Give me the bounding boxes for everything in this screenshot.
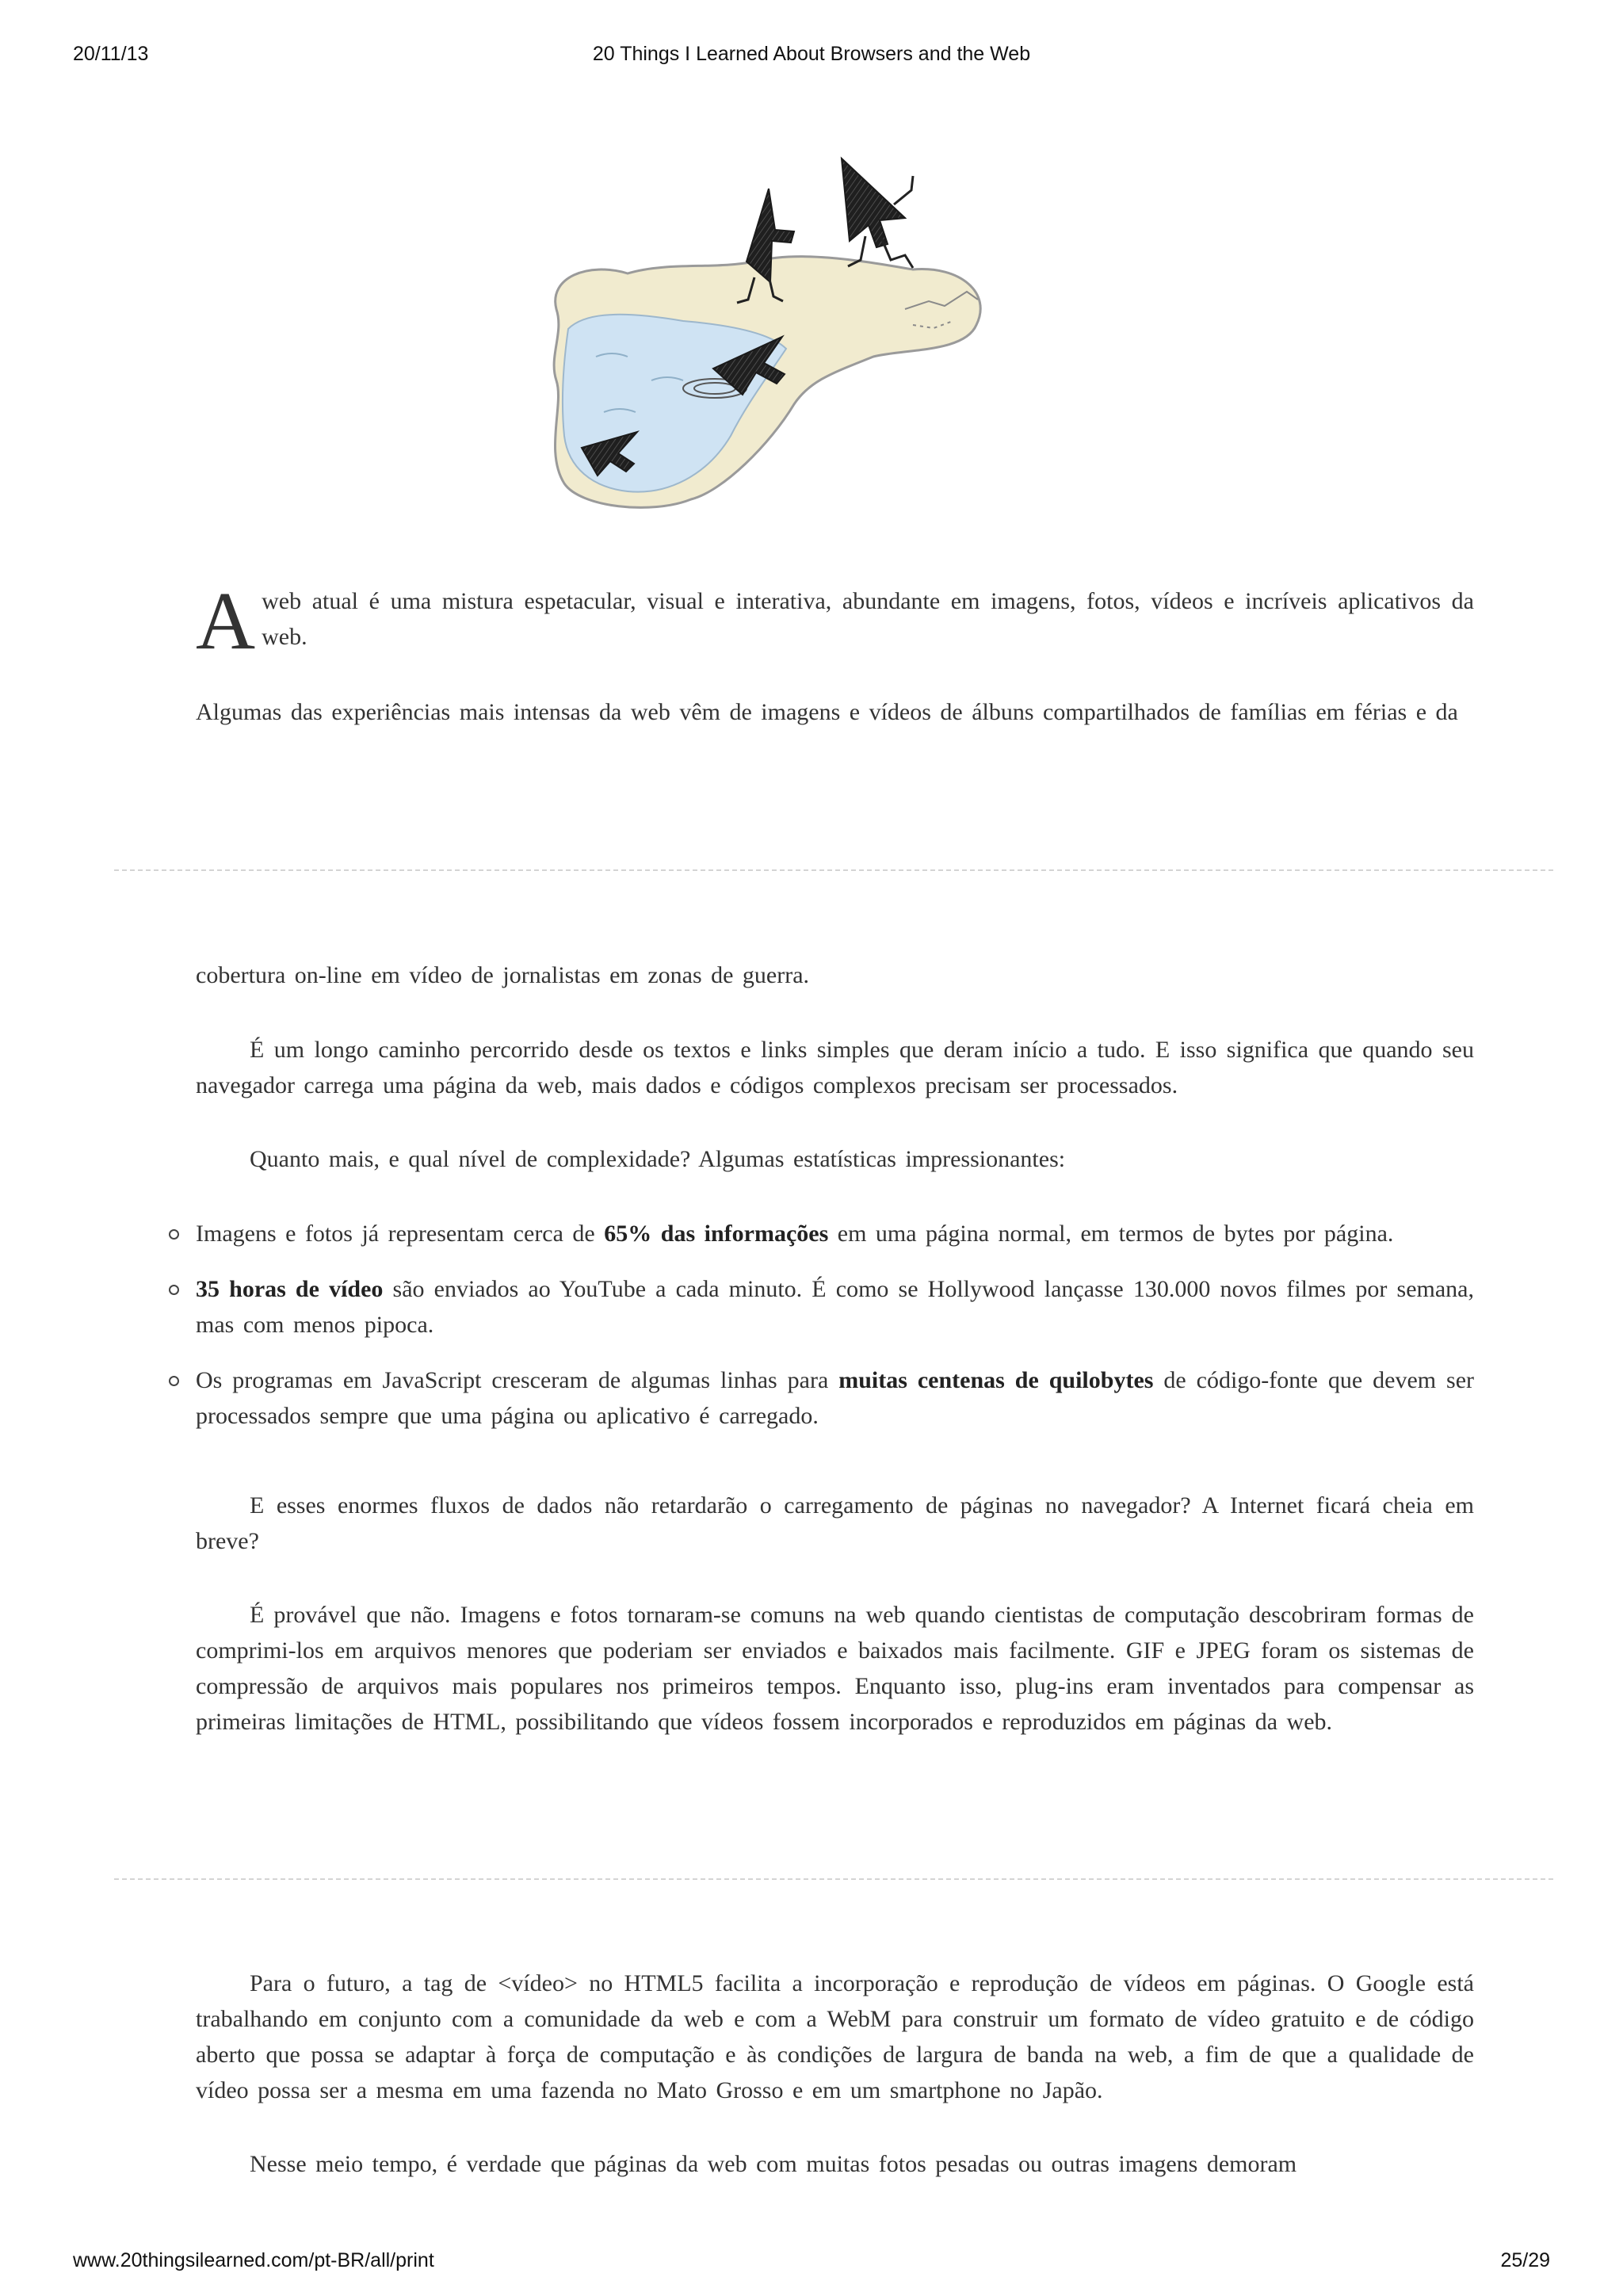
paragraph-3-text: É um longo caminho percorrido desde os textos e links simples que deram início a tudo. E isso significa que quando seu navegador carrega uma página da web, mais dados e códigos complexos precisam ser processados. [196,1037,1474,1098]
paragraph-2-text: cobertura on-line em vídeo de jornalistas em zonas de guerra. [196,962,810,988]
print-date: 20/11/13 [73,43,149,65]
print-title: 20 Things I Learned About Browsers and the Web [592,43,1031,65]
list-item: 35 horas de vídeo são enviados ao YouTube a cada minuto. É como se Hollywood lançasse 130.000 novos filmes por semana, mas com menos pipoca. [196,1271,1474,1343]
paragraph-1 [196,694,1474,730]
paragraph-6 [196,1597,1474,1740]
page-divider [114,1878,1553,1880]
paragraph-4-text: Quanto mais, e qual nível de complexidade? Algumas estatísticas impressionantes: [250,1146,1066,1172]
paragraph-5-text: E esses enormes fluxos de dados não retardarão o carregamento de páginas no navegador? A Internet ficará cheia em breve? [196,1492,1474,1554]
page-divider [114,869,1553,871]
paragraph-1-text: Algumas das experiências mais intensas da web vêm de imagens e vídeos de álbuns compartilhados de famílias em férias e da [196,699,1458,725]
print-header [0,43,1623,68]
bullet-circle-icon [169,1285,179,1295]
paragraph-8-text: Nesse meio tempo, é verdade que páginas da web com muitas fotos pesadas ou outras imagens demoram [250,2151,1297,2177]
list-item: Imagens e fotos já representam cerca de 65% das informações em uma página normal, em termos de bytes por página. [196,1216,1474,1251]
paragraph-8 [196,2146,1474,2182]
bold-stat: 65% das informações [604,1221,829,1247]
statistics-list [196,1216,1474,1454]
print-footer [0,2249,1623,2275]
bullet-circle-icon [169,1376,179,1386]
paragraph-7-text: Para o futuro, a tag de <vídeo> no HTML5 facilita a incorporação e reprodução de vídeos em páginas. O Google está trabalhando em conjunto com a comunidade da web e com a WebM para construir um formato de vídeo gratuito e de código aberto que possa se adaptar à força de computação e às condições de largura de banda na web, a fim de que a qualidade de vídeo possa ser a mesma em uma fazenda no Mato Grosso e em um smartphone no Japão. [196,1970,1474,2103]
paragraph-3 [196,1032,1474,1103]
paragraph-6-text: É provável que não. Imagens e fotos tornaram-se comuns na web quando cientistas de computação descobriram formas de comprimi-los em arquivos menores que poderiam ser enviados e baixados mais facilmente. GIF e JPEG foram os sistemas de compressão de arquivos mais populares nos primeiros tempos. Enquanto isso, plug-ins eram inventados para compensar as primeiras limitações de HTML, possibilitando que vídeos fossem incorporados e reproduzidos em páginas da web. [196,1602,1474,1735]
drop-cap: A [196,575,256,667]
bullet-circle-icon [169,1229,179,1240]
bold-stat: 35 horas de vídeo [196,1276,384,1302]
paragraph-2 [196,957,1474,993]
bold-stat: muitas centenas de quilobytes [838,1367,1154,1393]
list-item: Os programas em JavaScript cresceram de algumas linhas para muitas centenas de quilobytes de código-fonte que devem ser processados sempre que uma página ou aplicativo é carregado. [196,1362,1474,1434]
page-number: 25/29 [1500,2249,1550,2271]
intro-paragraph [196,575,1474,667]
cursors-jumping-from-water-illustration [533,143,1135,523]
print-url: www.20thingsilearned.com/pt-BR/all/print [73,2249,434,2271]
paragraph-4 [196,1141,1474,1177]
intro-text: web atual é uma mistura espetacular, visual e interativa, abundante em imagens, fotos, vídeos e incríveis aplicativos da web. [262,588,1474,650]
paragraph-5 [196,1488,1474,1559]
paragraph-7 [196,1966,1474,2108]
